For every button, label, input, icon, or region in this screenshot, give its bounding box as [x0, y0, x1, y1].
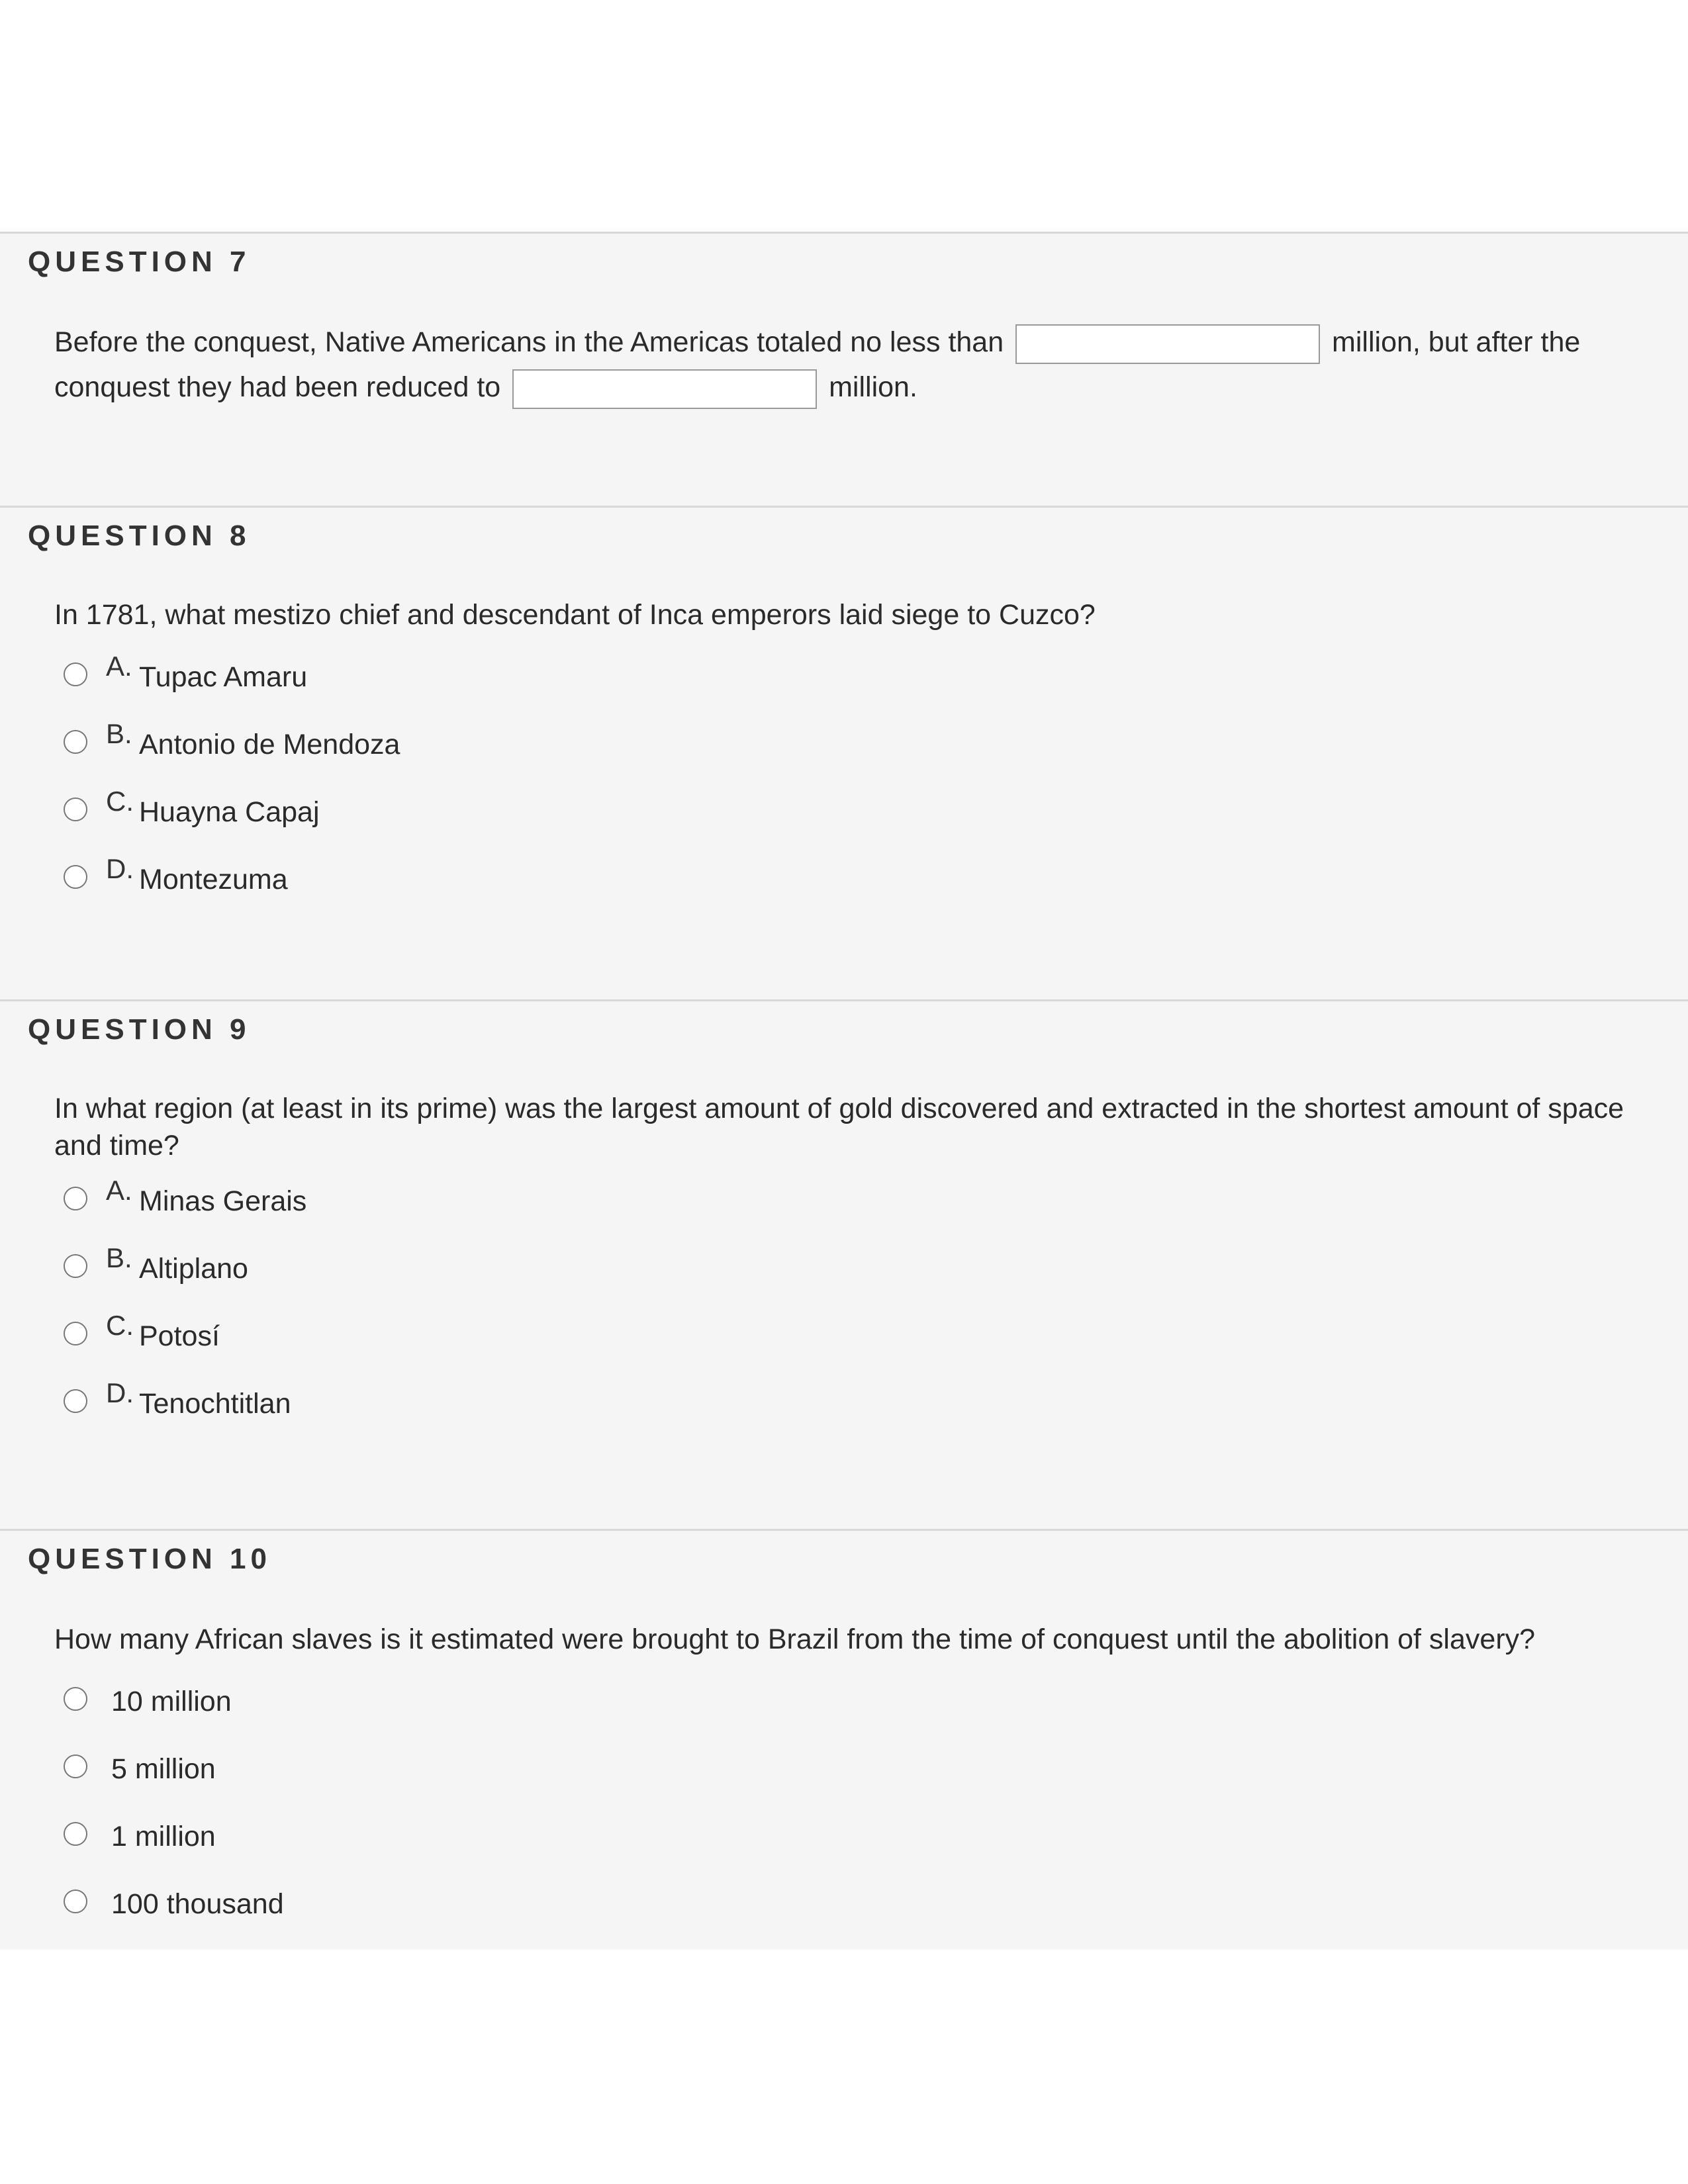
question-text: In 1781, what mestizo chief and descendant of Inca emperors laid siege to Cuzco?: [54, 599, 1096, 631]
question-10: [0, 1529, 1688, 1950]
radio-button[interactable]: [64, 1822, 87, 1846]
option-label: Huayna Capaj: [139, 796, 320, 828]
question-8: [0, 506, 1688, 999]
option-label: 1 million: [111, 1821, 216, 1852]
option-label: Minas Gerais: [139, 1185, 307, 1217]
question-heading: QUESTION 9: [28, 1013, 251, 1046]
question-text-part: million, but after the conquest they had been reduced to: [54, 326, 1581, 403]
radio-button[interactable]: [64, 1754, 87, 1778]
radio-button[interactable]: [64, 1254, 87, 1278]
question-7: [0, 232, 1688, 506]
option-letter: A.: [106, 1175, 132, 1206]
fill-in-blank-input-1[interactable]: [1015, 324, 1320, 364]
question-text-part: Before the conquest, Native Americans in the Americas totaled no less than: [54, 326, 1004, 358]
question-text: How many African slaves is it estimated were brought to Brazil from the time of conquest until the abolition of slavery?: [54, 1623, 1536, 1655]
question-heading: QUESTION 7: [28, 246, 251, 278]
option-letter: A.: [106, 651, 132, 682]
question-heading: QUESTION 10: [28, 1543, 271, 1575]
option-label: Potosí: [139, 1320, 220, 1352]
option-letter: D.: [106, 853, 134, 884]
option-label: Antonio de Mendoza: [139, 729, 400, 760]
option-label: Tenochtitlan: [139, 1388, 291, 1420]
radio-button[interactable]: [64, 1187, 87, 1210]
option-letter: D.: [106, 1377, 134, 1408]
question-heading: QUESTION 8: [28, 520, 251, 552]
fill-in-blank-input-2[interactable]: [512, 369, 817, 409]
option-label: 10 million: [111, 1686, 232, 1717]
radio-button[interactable]: [64, 730, 87, 754]
radio-button[interactable]: [64, 797, 87, 821]
option-label: Montezuma: [139, 864, 288, 895]
option-letter: B.: [106, 718, 132, 749]
question-text: In what region (at least in its prime) was the largest amount of gold discovered and extracted in the shortest amount of space and time?: [54, 1093, 1624, 1161]
radio-button[interactable]: [64, 662, 87, 686]
question-text: [54, 320, 1656, 410]
option-label: Tupac Amaru: [139, 661, 308, 693]
radio-button[interactable]: [64, 1687, 87, 1711]
question-text-part: million.: [829, 371, 917, 403]
option-letter: C.: [106, 786, 134, 817]
radio-button[interactable]: [64, 1389, 87, 1413]
radio-button[interactable]: [64, 1322, 87, 1345]
radio-button[interactable]: [64, 865, 87, 889]
question-9: [0, 999, 1688, 1529]
option-label: 100 thousand: [111, 1888, 284, 1920]
option-letter: B.: [106, 1242, 132, 1273]
option-label: Altiplano: [139, 1253, 248, 1285]
option-label: 5 million: [111, 1753, 216, 1785]
option-letter: C.: [106, 1310, 134, 1341]
radio-button[interactable]: [64, 1889, 87, 1913]
